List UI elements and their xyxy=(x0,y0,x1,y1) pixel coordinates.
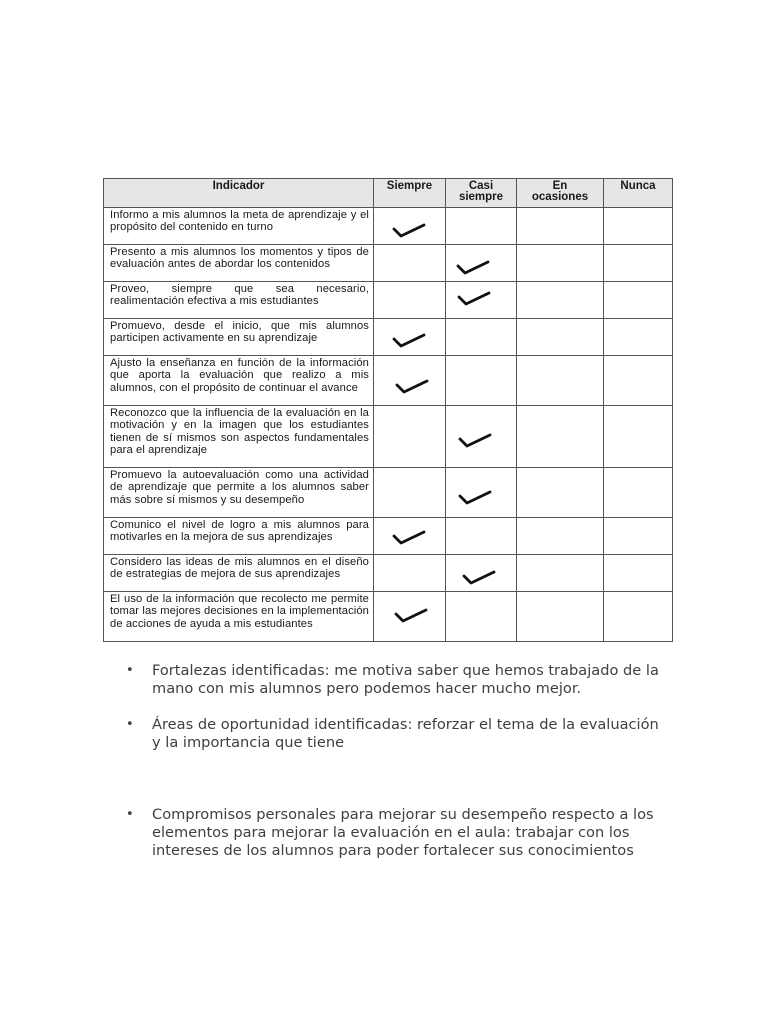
indicator-text: Considero las ideas de mis alumnos en el diseño de estrategias de mejora de sus aprendizajes xyxy=(104,555,374,592)
table-row xyxy=(104,208,673,245)
cell-en-ocasiones xyxy=(517,282,604,319)
checkmark-icon xyxy=(392,222,426,238)
cell-siempre xyxy=(374,406,446,468)
areas-oportunidad-text: Áreas de oportunidad identificadas: reforzar el tema de la evaluación y la importancia que tiene xyxy=(152,716,659,751)
checkmark-icon xyxy=(458,432,492,448)
table-row xyxy=(104,555,673,592)
cell-en-ocasiones xyxy=(517,319,604,356)
header-casi-siempre-line2: siempre xyxy=(458,191,504,203)
cell-nunca xyxy=(604,468,673,518)
cell-nunca xyxy=(604,245,673,282)
compromisos-text: Compromisos personales para mejorar su desempeño respecto a los elementos para mejorar la evaluación en el aula: trabajar con los intereses de los alumnos para poder fortalecer sus conocimientos xyxy=(152,806,654,859)
checkmark-icon xyxy=(457,290,491,306)
checkmark-icon xyxy=(456,259,490,275)
table-row xyxy=(104,406,673,468)
cell-nunca xyxy=(604,406,673,468)
cell-siempre xyxy=(374,592,446,642)
bullet-marker: • xyxy=(126,717,134,732)
indicator-text: El uso de la información que recolecto me permite tomar las mejores decisiones en la implementación de acciones de ayuda a mis estudiantes xyxy=(104,592,374,642)
header-en-ocasiones-line2: ocasiones xyxy=(531,191,589,203)
checkmark-icon xyxy=(395,378,429,394)
indicator-text: Informo a mis alumnos la meta de aprendizaje y el propósito del contenido en turno xyxy=(104,208,374,245)
cell-casi-siempre xyxy=(446,592,517,642)
cell-siempre xyxy=(374,468,446,518)
cell-nunca xyxy=(604,518,673,555)
table-row xyxy=(104,356,673,406)
cell-siempre xyxy=(374,518,446,555)
cell-siempre xyxy=(374,356,446,406)
cell-casi-siempre xyxy=(446,319,517,356)
indicator-text: Reconozco que la influencia de la evaluación en la motivación y en la imagen que los estudiantes tienen de sí mismos son aspectos fundamentales para el aprendizaje xyxy=(104,406,374,468)
cell-siempre xyxy=(374,282,446,319)
header-nunca: Nunca xyxy=(604,179,673,208)
indicator-text: Promuevo la autoevaluación como una actividad de aprendizaje que permite a los alumnos saber más sobre sí mismos y su desempeño xyxy=(104,468,374,518)
checkmark-icon xyxy=(462,569,496,585)
cell-en-ocasiones xyxy=(517,208,604,245)
evaluation-table xyxy=(103,178,673,642)
cell-casi-siempre xyxy=(446,518,517,555)
cell-en-ocasiones xyxy=(517,406,604,468)
header-siempre: Siempre xyxy=(374,179,446,208)
indicator-text: Promuevo, desde el inicio, que mis alumnos participen activamente en su aprendizaje xyxy=(104,319,374,356)
header-en-ocasiones-line1: En xyxy=(552,180,568,192)
cell-casi-siempre xyxy=(446,282,517,319)
cell-siempre xyxy=(374,208,446,245)
cell-en-ocasiones xyxy=(517,555,604,592)
table-row xyxy=(104,592,673,642)
cell-nunca xyxy=(604,592,673,642)
cell-en-ocasiones xyxy=(517,356,604,406)
cell-casi-siempre xyxy=(446,356,517,406)
cell-en-ocasiones xyxy=(517,468,604,518)
cell-siempre xyxy=(374,555,446,592)
indicator-text: Ajusto la enseñanza en función de la información que aporta la evaluación que realizo a mis alumnos, con el propósito de continuar el avance xyxy=(104,356,374,406)
indicator-text: Comunico el nivel de logro a mis alumnos para motivarles en la mejora de sus aprendizajes xyxy=(104,518,374,555)
bullet-marker: • xyxy=(126,663,134,678)
indicator-text: Presento a mis alumnos los momentos y tipos de evaluación antes de abordar los contenidos xyxy=(104,245,374,282)
cell-en-ocasiones xyxy=(517,245,604,282)
table-row xyxy=(104,518,673,555)
cell-casi-siempre xyxy=(446,468,517,518)
cell-nunca xyxy=(604,555,673,592)
header-casi-siempre-line1: Casi xyxy=(468,180,494,192)
table-row xyxy=(104,468,673,518)
checkmark-icon xyxy=(458,489,492,505)
fortalezas-text: Fortalezas identificadas: me motiva saber que hemos trabajado de la mano con mis alumnos pero podemos hacer mucho mejor. xyxy=(152,662,659,697)
checkmark-icon xyxy=(392,529,426,545)
cell-casi-siempre xyxy=(446,208,517,245)
cell-nunca xyxy=(604,356,673,406)
list-item-fortalezas xyxy=(126,662,666,698)
table-row xyxy=(104,282,673,319)
checkmark-icon xyxy=(392,332,426,348)
cell-casi-siempre xyxy=(446,245,517,282)
indicator-text: Proveo, siempre que sea necesario, realimentación efectiva a mis estudiantes xyxy=(104,282,374,319)
cell-nunca xyxy=(604,319,673,356)
list-item-compromisos xyxy=(126,806,666,860)
checkmark-icon xyxy=(394,607,428,623)
cell-nunca xyxy=(604,208,673,245)
table-row xyxy=(104,319,673,356)
cell-en-ocasiones xyxy=(517,518,604,555)
cell-en-ocasiones xyxy=(517,592,604,642)
table-row xyxy=(104,245,673,282)
header-indicador: Indicador xyxy=(104,179,374,208)
cell-nunca xyxy=(604,282,673,319)
bullet-marker: • xyxy=(126,807,134,822)
cell-casi-siempre xyxy=(446,406,517,468)
cell-siempre xyxy=(374,319,446,356)
cell-siempre xyxy=(374,245,446,282)
list-item-areas-oportunidad xyxy=(126,716,666,752)
header-en-ocasiones xyxy=(517,179,604,208)
notes-list xyxy=(126,662,666,860)
table-header-row xyxy=(104,179,673,208)
header-casi-siempre xyxy=(446,179,517,208)
cell-casi-siempre xyxy=(446,555,517,592)
